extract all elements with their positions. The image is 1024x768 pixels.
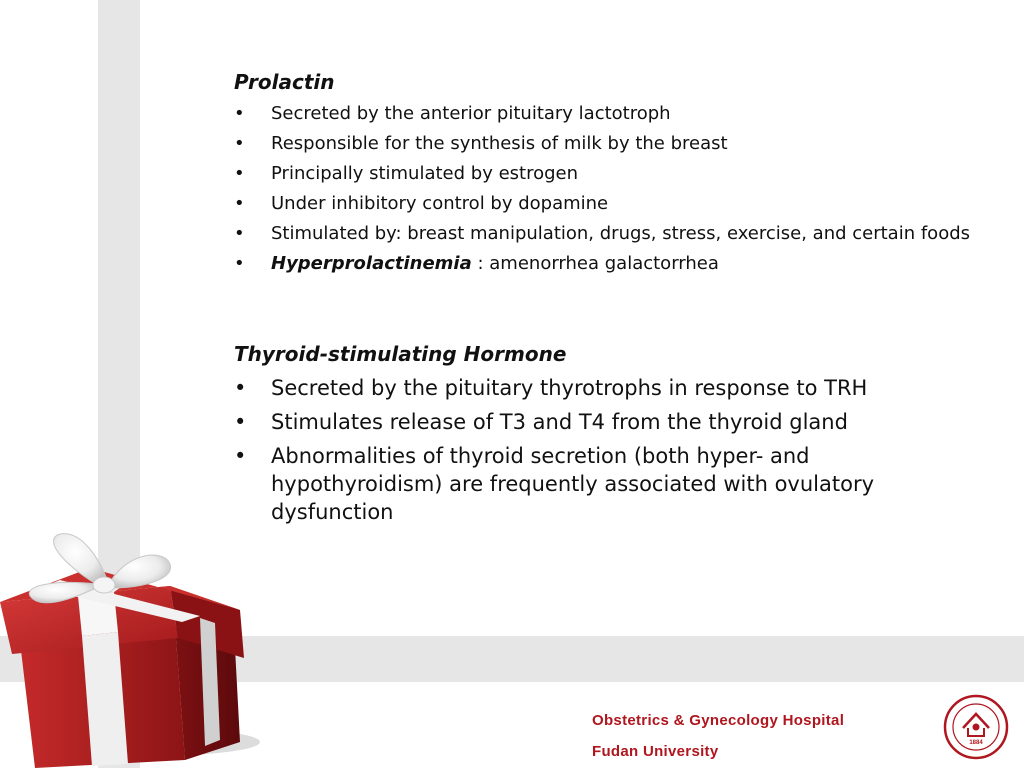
list-item: • Secreted by the pituitary thyrotrophs in response to TRH — [234, 376, 868, 400]
gift-box-icon — [0, 530, 270, 768]
list-item: • Stimulates release of T3 and T4 from the thyroid gland — [234, 410, 848, 434]
hyperprolactinemia-term: Hyperprolactinemia — [271, 253, 472, 274]
slide-content — [234, 68, 974, 526]
list-item: • Stimulated by: breast manipulation, drugs, stress, exercise, and certain foods — [234, 223, 971, 244]
footer-hospital-name: Obstetrics & Gynecology Hospital — [592, 712, 845, 729]
logo-year: 1884 — [969, 740, 983, 746]
prolactin-heading: Prolactin — [234, 70, 335, 94]
list-item: • Principally stimulated by estrogen — [234, 163, 579, 184]
list-item: • Responsible for the synthesis of milk by the breast — [234, 133, 728, 154]
footer-university-name: Fudan University — [592, 743, 719, 760]
list-item-hyperprolactinemia: • Hyperprolactinemia : amenorrhea galactorrhea — [234, 253, 719, 274]
tsh-heading: Thyroid-stimulating Hormone — [234, 342, 567, 366]
prolactin-list — [234, 102, 974, 276]
hospital-seal-logo — [943, 694, 1009, 760]
list-item: • Under inhibitory control by dopamine — [234, 193, 609, 214]
tsh-list — [234, 374, 974, 526]
list-item: • Secreted by the anterior pituitary lactotroph — [234, 103, 671, 124]
list-item: • Abnormalities of thyroid secretion (both hyper- and hypothyroidism) are frequently associated with ovulatory dysfunction — [234, 444, 875, 524]
